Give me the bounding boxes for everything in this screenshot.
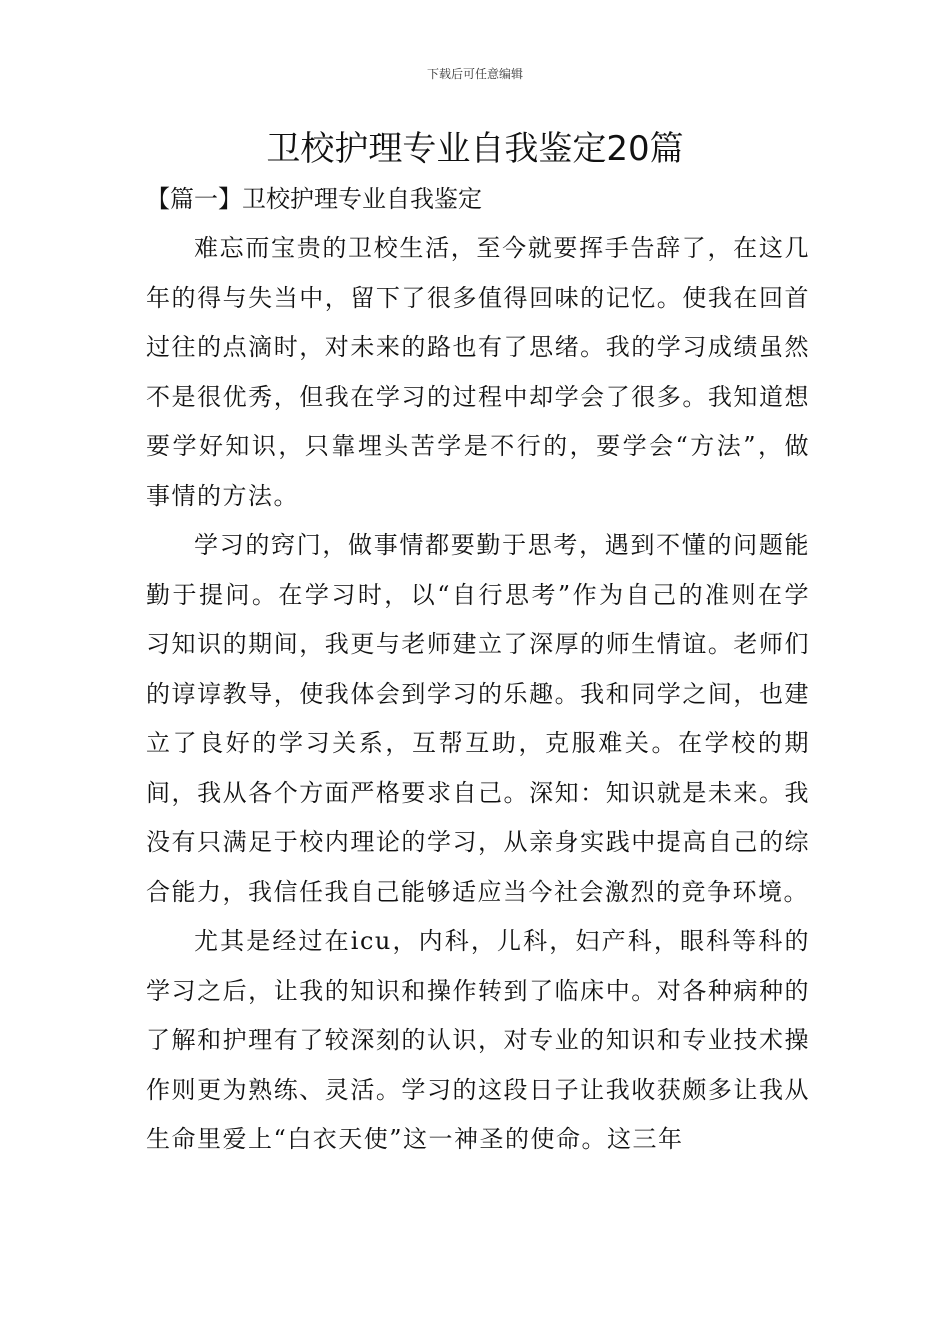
- section-heading: 【篇一】卫校护理专业自我鉴定: [146, 185, 482, 213]
- document-title: 卫校护理专业自我鉴定20篇: [266, 129, 684, 169]
- paragraph-1: 难忘而宝贵的卫校生活，至今就要挥手告辞了，在这几年的得与失当中，留下了很多值得回味的记忆。使我在回首过往的点滴时，对未来的路也有了思绪。我的学习成绩虽然不是很优秀，但我在学习的过程中却学会了很多。我知道想要学好知识，只靠埋头苦学是不行的，要学会“方法”，做事情的方法。: [146, 234, 810, 510]
- document-body: [146, 224, 810, 1165]
- paragraph-3: 尤其是经过在icu，内科，儿科，妇产科，眼科等科的学习之后，让我的知识和操作转到了临床中。对各种病种的了解和护理有了较深刻的认识，对专业的知识和专业技术操作则更为熟练、灵活。学习的这段日子让我收获颇多让我从生命里爱上“白衣天使”这一神圣的使命。这三年: [146, 927, 810, 1153]
- paragraph-2: 学习的窍门，做事情都要勤于思考，遇到不懂的问题能勤于提问。在学习时，以“自行思考”作为自己的准则在学习知识的期间，我更与老师建立了深厚的师生情谊。老师们的谆谆教导，使我体会到学习的乐趣。我和同学之间，也建立了良好的学习关系，互帮互助，克服难关。在学校的期间，我从各个方面严格要求自己。深知：知识就是未来。我没有只满足于校内理论的学习，从亲身实践中提高自己的综合能力，我信任我自己能够适应当今社会激烈的竞争环境。: [146, 531, 810, 906]
- header-note: 下载后可任意编辑: [426, 67, 523, 81]
